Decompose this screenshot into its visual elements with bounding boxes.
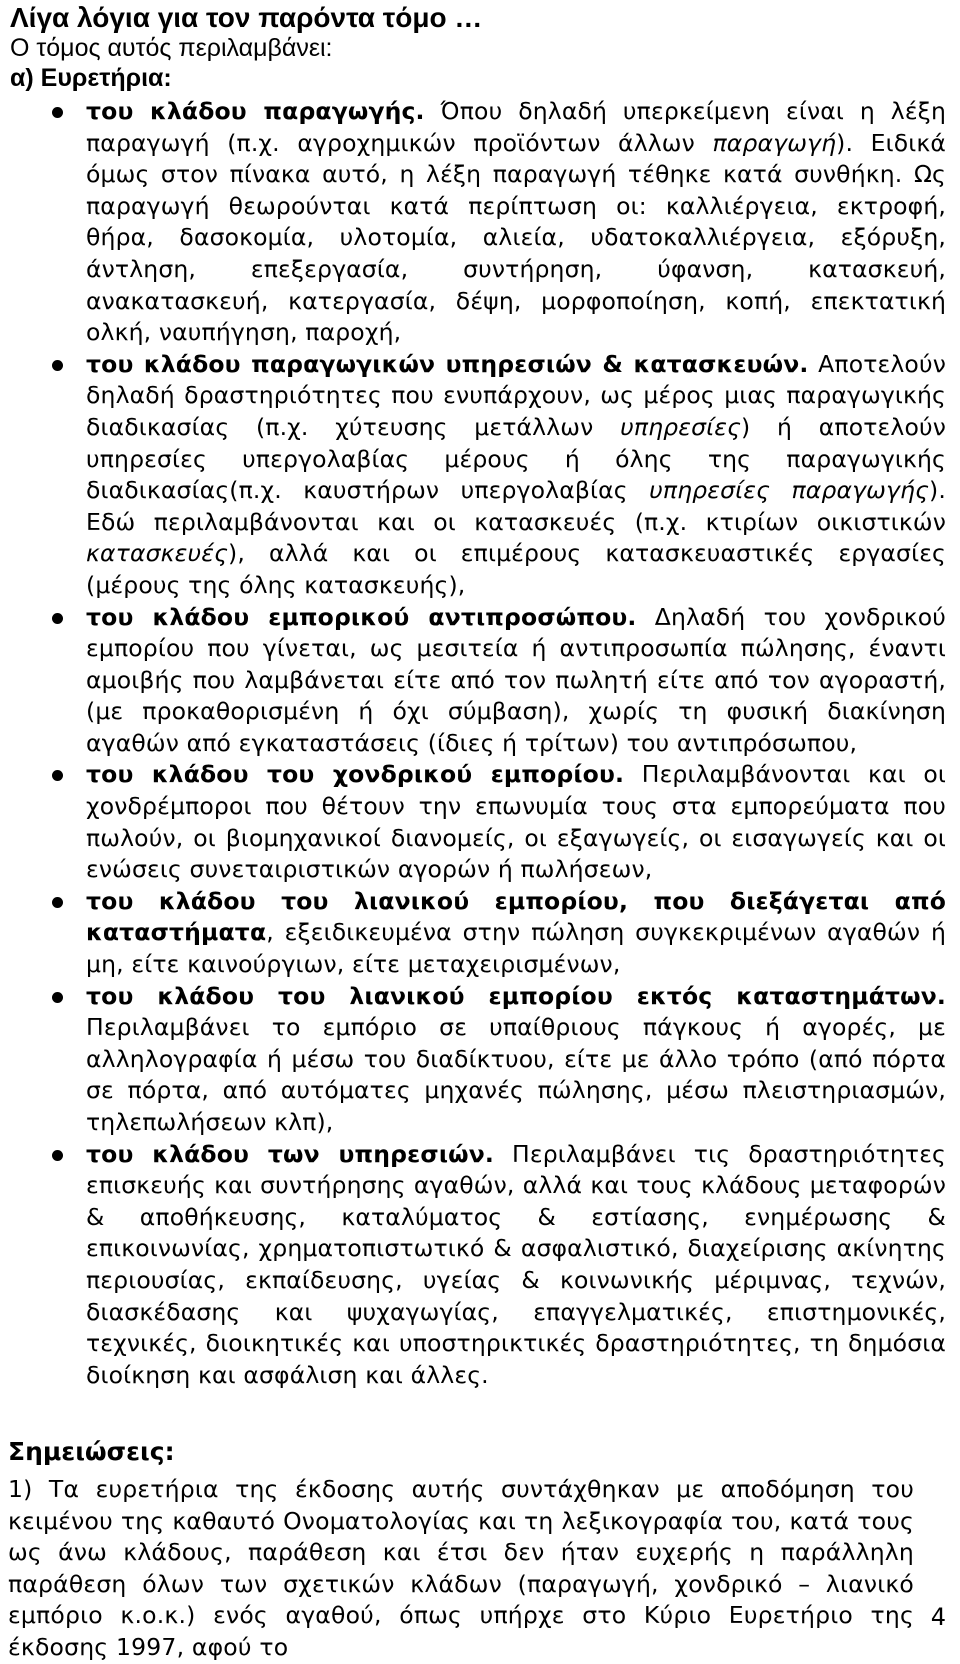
notes-heading: Σημειώσεις: [8, 1437, 175, 1466]
list-item-body: ) ή αποτελούν υπηρεσίες υπεργολαβίας μέρους ή όλης της παραγωγικής διαδικασίας(π.χ. καυστήρων υπεργολαβίας [86, 412, 946, 505]
list-item [52, 981, 946, 1139]
list-item [52, 759, 946, 885]
list-item-body: Περιλαμβάνει το εμπόριο σε υπαίθριους πάγκους ή αγορές, με αλληλογραφία ή μέσω του διαδίκτυου, είτε με άλλο τρόπο (από πόρτα σε πόρτα, από αυτόματες μηχανές πώλησης, μέσω πλειστηριασμών, τηλεπωλήσεων κλπ), [86, 1013, 946, 1136]
index-list [52, 96, 946, 1391]
list-item-text [86, 96, 946, 349]
bullet-icon [52, 613, 63, 624]
list-item-lead: του κλάδου των υπηρεσιών. [86, 1139, 494, 1168]
list-item-lead: του κλάδου του χονδρικού εμπορίου. [86, 760, 625, 789]
list-item-emphasis: υπηρεσίες παραγωγής [649, 476, 930, 505]
notes-section [8, 1438, 914, 1664]
list-item [52, 1139, 946, 1392]
bullet-icon [52, 897, 63, 908]
list-item-body: ). Ειδικά όμως στον πίνακα αυτό, η λέξη παραγωγή τέθηκε κατά συνθήκη. Ως παραγωγή θεωρούνται κατά περίπτωση οι: καλλιέργεια, εκτροφή, θήρα, δασοκομία, υλοτομία, αλιεία, υδατοκαλλιέργεια, εξόρυξη, άντληση, επεξεργασία, συντήρηση, ύφανση, κατασκευή, ανακατασκευή, κατεργασία, δέψη, μορφοποίηση, κοπή, επεκτατική ολκή, ναυπήγηση, παροχή, [86, 128, 946, 347]
list-item-emphasis: κατασκευές [86, 539, 229, 568]
section-heading: α) Ευρετήρια: [10, 64, 172, 92]
list-item [52, 886, 946, 981]
bullet-icon [52, 1150, 63, 1161]
notes-text: 1) Τα ευρετήρια της έκδοσης αυτής συντάχθηκαν με αποδόμηση του κειμένου της καθαυτό Ονοματολογίας και τη λεξικογραφία του, κατά τους ως άνω κλάδους, παράθεση και έτσι δεν ήταν ευχερής η παράλληλη παράθεση όλων των σχετικών κλάδων (παραγωγή, χονδρικό – λιανικό εμπόριο κ.ο.κ.) ενός αγαθού, όπως υπήρχε στο Κύριο Ευρετήριο της έκδοσης 1997, αφού το [8, 1475, 914, 1661]
list-item-lead: του κλάδου του λιανικού εμπορίου εκτός καταστημάτων. [86, 981, 946, 1010]
list-item [52, 96, 946, 349]
list-item-emphasis: υπηρεσίες [620, 412, 742, 441]
page-number: 4 [930, 1603, 946, 1631]
list-item-lead: του κλάδου του λιανικού εμπορίου, που διεξάγεται από καταστήματα [86, 886, 946, 947]
list-item [52, 602, 946, 760]
list-item-text [86, 981, 946, 1139]
list-item-text [86, 759, 946, 885]
list-item-body: Αποτελούν δηλαδή δραστηριότητες που ενυπάρχουν, ως μέρος μιας παραγωγικής διαδικασίας (π.χ. χύτευσης μετάλλων [86, 349, 946, 441]
list-item-lead: του κλάδου εμπορικού αντιπροσώπου. [86, 602, 637, 631]
intro-text: Ο τόμος αυτός περιλαμβάνει: [10, 34, 333, 62]
bullet-icon [52, 770, 63, 781]
list-item-body: Δηλαδή του χονδρικού εμπορίου που γίνεται, ως μεσιτεία ή αντιπροσωπία πώλησης, έναντι αμοιβής που λαμβάνεται είτε από τον πωλητή είτε από τον αγοραστή, (με προκαθορισμένη ή όχι σύμβαση), χωρίς τη φυσική διακίνηση αγαθών από εγκαταστάσεις (ίδιες ή τρίτων) του αντιπρόσωπου, [86, 602, 946, 757]
document-title: Λίγα λόγια για τον παρόντα τόμο … [10, 2, 483, 33]
list-item-body: ), αλλά και οι επιμέρους κατασκευαστικές εργασίες (μέρους της όλης κατασκευής), [86, 539, 946, 599]
list-item [52, 349, 946, 602]
list-item-text [86, 602, 946, 760]
list-item-body: , εξειδικευμένα στην πώληση συγκεκριμένων αγαθών ή μη, είτε καινούργιων, είτε μεταχειρισμένων, [86, 918, 946, 979]
list-item-body: Όπου δηλαδή υπερκείμενη είναι η λέξη παραγωγή (π.χ. αγροχημικών προϊόντων άλλων [86, 97, 946, 157]
list-item-emphasis: παραγωγή [712, 128, 837, 157]
list-item-body: Περιλαμβάνει τις δραστηριότητες επισκευής και συντήρησης αγαθών, αλλά και τους κλάδους μεταφορών & αποθήκευσης, καταλύματος & εστίασης, ενημέρωσης & επικοινωνίας, χρηματοπιστωτικό & ασφαλιστικό, διαχείρισης ακίνητης περιουσίας, εκπαίδευσης, υγείας & κοινωνικής μέριμνας, τεχνών, διασκέδασης και ψυχαγωγίας, επαγγελματικές, επιστημονικές, τεχνικές, διοικητικές και υποστηρικτικές δραστηριότητες, τη δημόσια διοίκηση και ασφάλιση και άλλες. [86, 1139, 946, 1389]
list-item-lead: του κλάδου παραγωγικών υπηρεσιών & κατασκευών. [86, 349, 809, 378]
list-item-body: Περιλαμβάνονται και οι χονδρέμποροι που θέτουν την επωνυμία τους στα εμπορεύματα που πωλούν, οι βιομηχανικοί διανομείς, οι εξαγωγείς, οι εισαγωγείς και οι ενώσεις συνεταιριστικών αγορών ή πωλήσεων, [86, 760, 946, 884]
list-item-text [86, 886, 946, 981]
bullet-icon [52, 107, 63, 118]
bullet-icon [52, 992, 63, 1003]
list-item-lead: του κλάδου παραγωγής. [86, 97, 425, 125]
list-item-text [86, 1139, 946, 1392]
list-item-body: ). Εδώ περιλαμβάνονται και οι κατασκευές (π.χ. κτιρίων οικιστικών [86, 476, 946, 536]
bullet-icon [52, 360, 63, 371]
list-item-text [86, 349, 946, 602]
